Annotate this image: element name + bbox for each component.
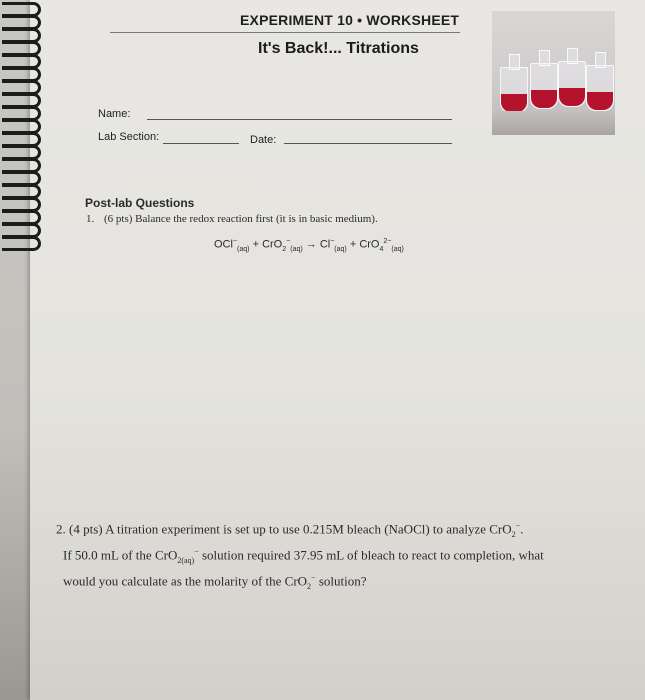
state: (aq): [334, 245, 347, 253]
reactant-ocl: OCl: [214, 238, 233, 251]
experiment-title: EXPERIMENT 10 • WORKSHEET: [240, 12, 460, 28]
redox-equation: [214, 238, 404, 253]
postlab-heading: Post-lab Questions: [85, 196, 195, 210]
charge: −: [286, 238, 291, 245]
question-1-text: (6 pts) Balance the redox reaction first (it is in basic medium).: [104, 213, 378, 225]
flask-image: [530, 63, 558, 109]
subscript: 2(aq): [177, 555, 195, 565]
charge: −: [232, 238, 238, 245]
reaction-arrow: →: [305, 238, 317, 251]
date-field-line[interactable]: [284, 143, 452, 144]
lab-section-label: Lab Section:: [98, 131, 160, 143]
date-label: Date:: [250, 134, 277, 146]
question-2: [56, 517, 600, 595]
worksheet-subtitle: It's Back!... Titrations: [258, 40, 419, 57]
state: (aq): [290, 245, 303, 253]
charge: −: [515, 521, 521, 530]
header-rule: [110, 32, 460, 33]
question-2-line-2b: solution required 37.95 mL of bleach to react to completion, what: [198, 547, 544, 563]
plus-sign: +: [252, 238, 259, 251]
flask-image: [500, 67, 528, 113]
period: .: [520, 521, 524, 537]
flasks-photo: [492, 11, 615, 135]
question-1-number: 1.: [86, 213, 95, 225]
name-label: Name:: [98, 108, 131, 120]
charge: −: [330, 238, 335, 245]
subscript: 4: [379, 245, 384, 253]
state: (aq): [237, 245, 250, 253]
question-1: [86, 213, 378, 225]
flask-image: [586, 65, 614, 111]
name-field-line[interactable]: [147, 119, 452, 120]
state: (aq): [391, 245, 404, 253]
question-2-line-3a: would you calculate as the molarity of the CrO: [63, 573, 308, 589]
question-2-number: 2.: [56, 521, 66, 537]
spiral-binding: [0, 0, 44, 700]
subscript: 2: [282, 245, 287, 253]
question-2-line-2a: If 50.0 mL of the CrO: [63, 547, 178, 563]
subscript: 2: [307, 581, 312, 591]
subscript: 2: [511, 529, 516, 539]
charge: −: [311, 572, 316, 582]
product-cro4: CrO: [359, 238, 380, 251]
plus-sign: +: [349, 238, 357, 251]
product-cl: Cl: [319, 238, 331, 251]
charge: −: [194, 546, 199, 556]
question-2-line-1: (4 pts) A titration experiment is set up to use 0.215M bleach (NaOCl) to analyze CrO: [69, 521, 512, 537]
lab-section-field-line[interactable]: [163, 143, 239, 144]
charge: 2−: [383, 238, 392, 245]
question-2-line-3b: solution?: [315, 573, 367, 589]
binding-coil: [2, 236, 41, 251]
reactant-cro2: CrO: [262, 238, 283, 251]
flask-image: [558, 61, 586, 107]
